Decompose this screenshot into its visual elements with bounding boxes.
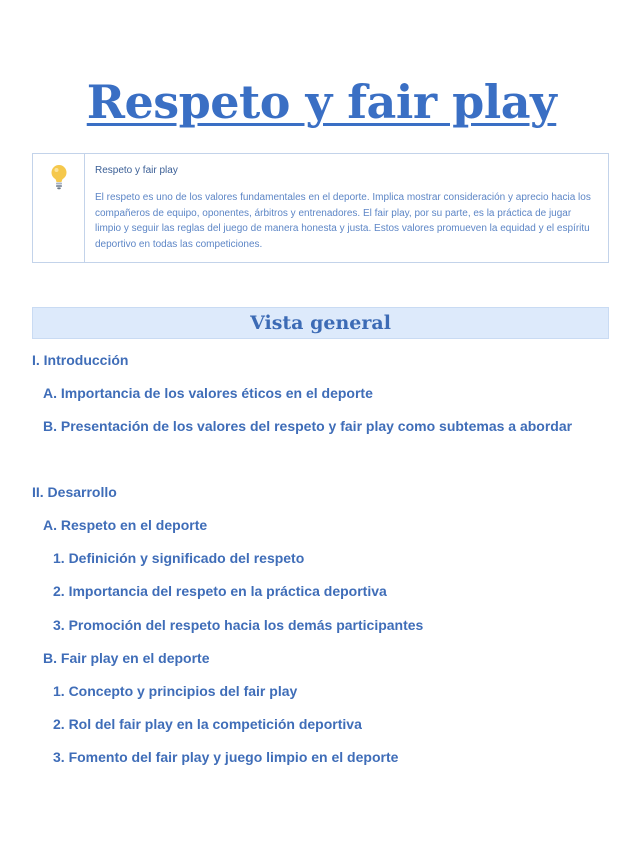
outline-item-definicion-respeto: 1. Definición y significado del respeto [53, 550, 305, 566]
outline-item-desarrollo: II. Desarrollo [32, 484, 117, 500]
outline-item-introduccion: I. Introducción [32, 352, 129, 368]
outline-item-fomento-fair-play: 3. Fomento del fair play y juego limpio en el deporte [53, 749, 399, 765]
callout-title: Respeto y fair play [95, 165, 178, 176]
callout-icon-cell [33, 154, 85, 262]
callout-body [85, 154, 608, 262]
lightbulb-icon [50, 164, 68, 190]
callout-text: El respeto es uno de los valores fundamentales en el deporte. Implica mostrar consideración y aprecio hacia los compañeros de equipo, oponentes, árbitros y entrenadores. El fair play, por su parte, es la práctica de jugar limpio y seguir las reglas del juego de manera honesta y justa. Estos valores promueven la equidad y el espíritu deportivo en todas las competiciones. [95, 192, 591, 250]
outline-item-importancia-respeto: 2. Importancia del respeto en la práctica deportiva [53, 583, 387, 599]
outline-item-importancia-valores: A. Importancia de los valores éticos en el deporte [43, 385, 373, 401]
outline-item-respeto-deporte: A. Respeto en el deporte [43, 517, 208, 533]
page-title: Respeto y fair play [86, 74, 557, 129]
section-heading-vista-general: Vista general [32, 307, 609, 339]
outline-item-concepto-fair-play: 1. Concepto y principios del fair play [53, 683, 298, 699]
outline-item-rol-fair-play: 2. Rol del fair play en la competición deportiva [53, 716, 362, 732]
outline-item-fair-play-deporte: B. Fair play en el deporte [43, 650, 210, 666]
outline-item-presentacion-valores: B. Presentación de los valores del respeto y fair play como subtemas a abordar [43, 418, 573, 434]
outline-item-promocion-respeto: 3. Promoción del respeto hacia los demás participantes [53, 617, 424, 633]
callout-box [32, 153, 609, 263]
